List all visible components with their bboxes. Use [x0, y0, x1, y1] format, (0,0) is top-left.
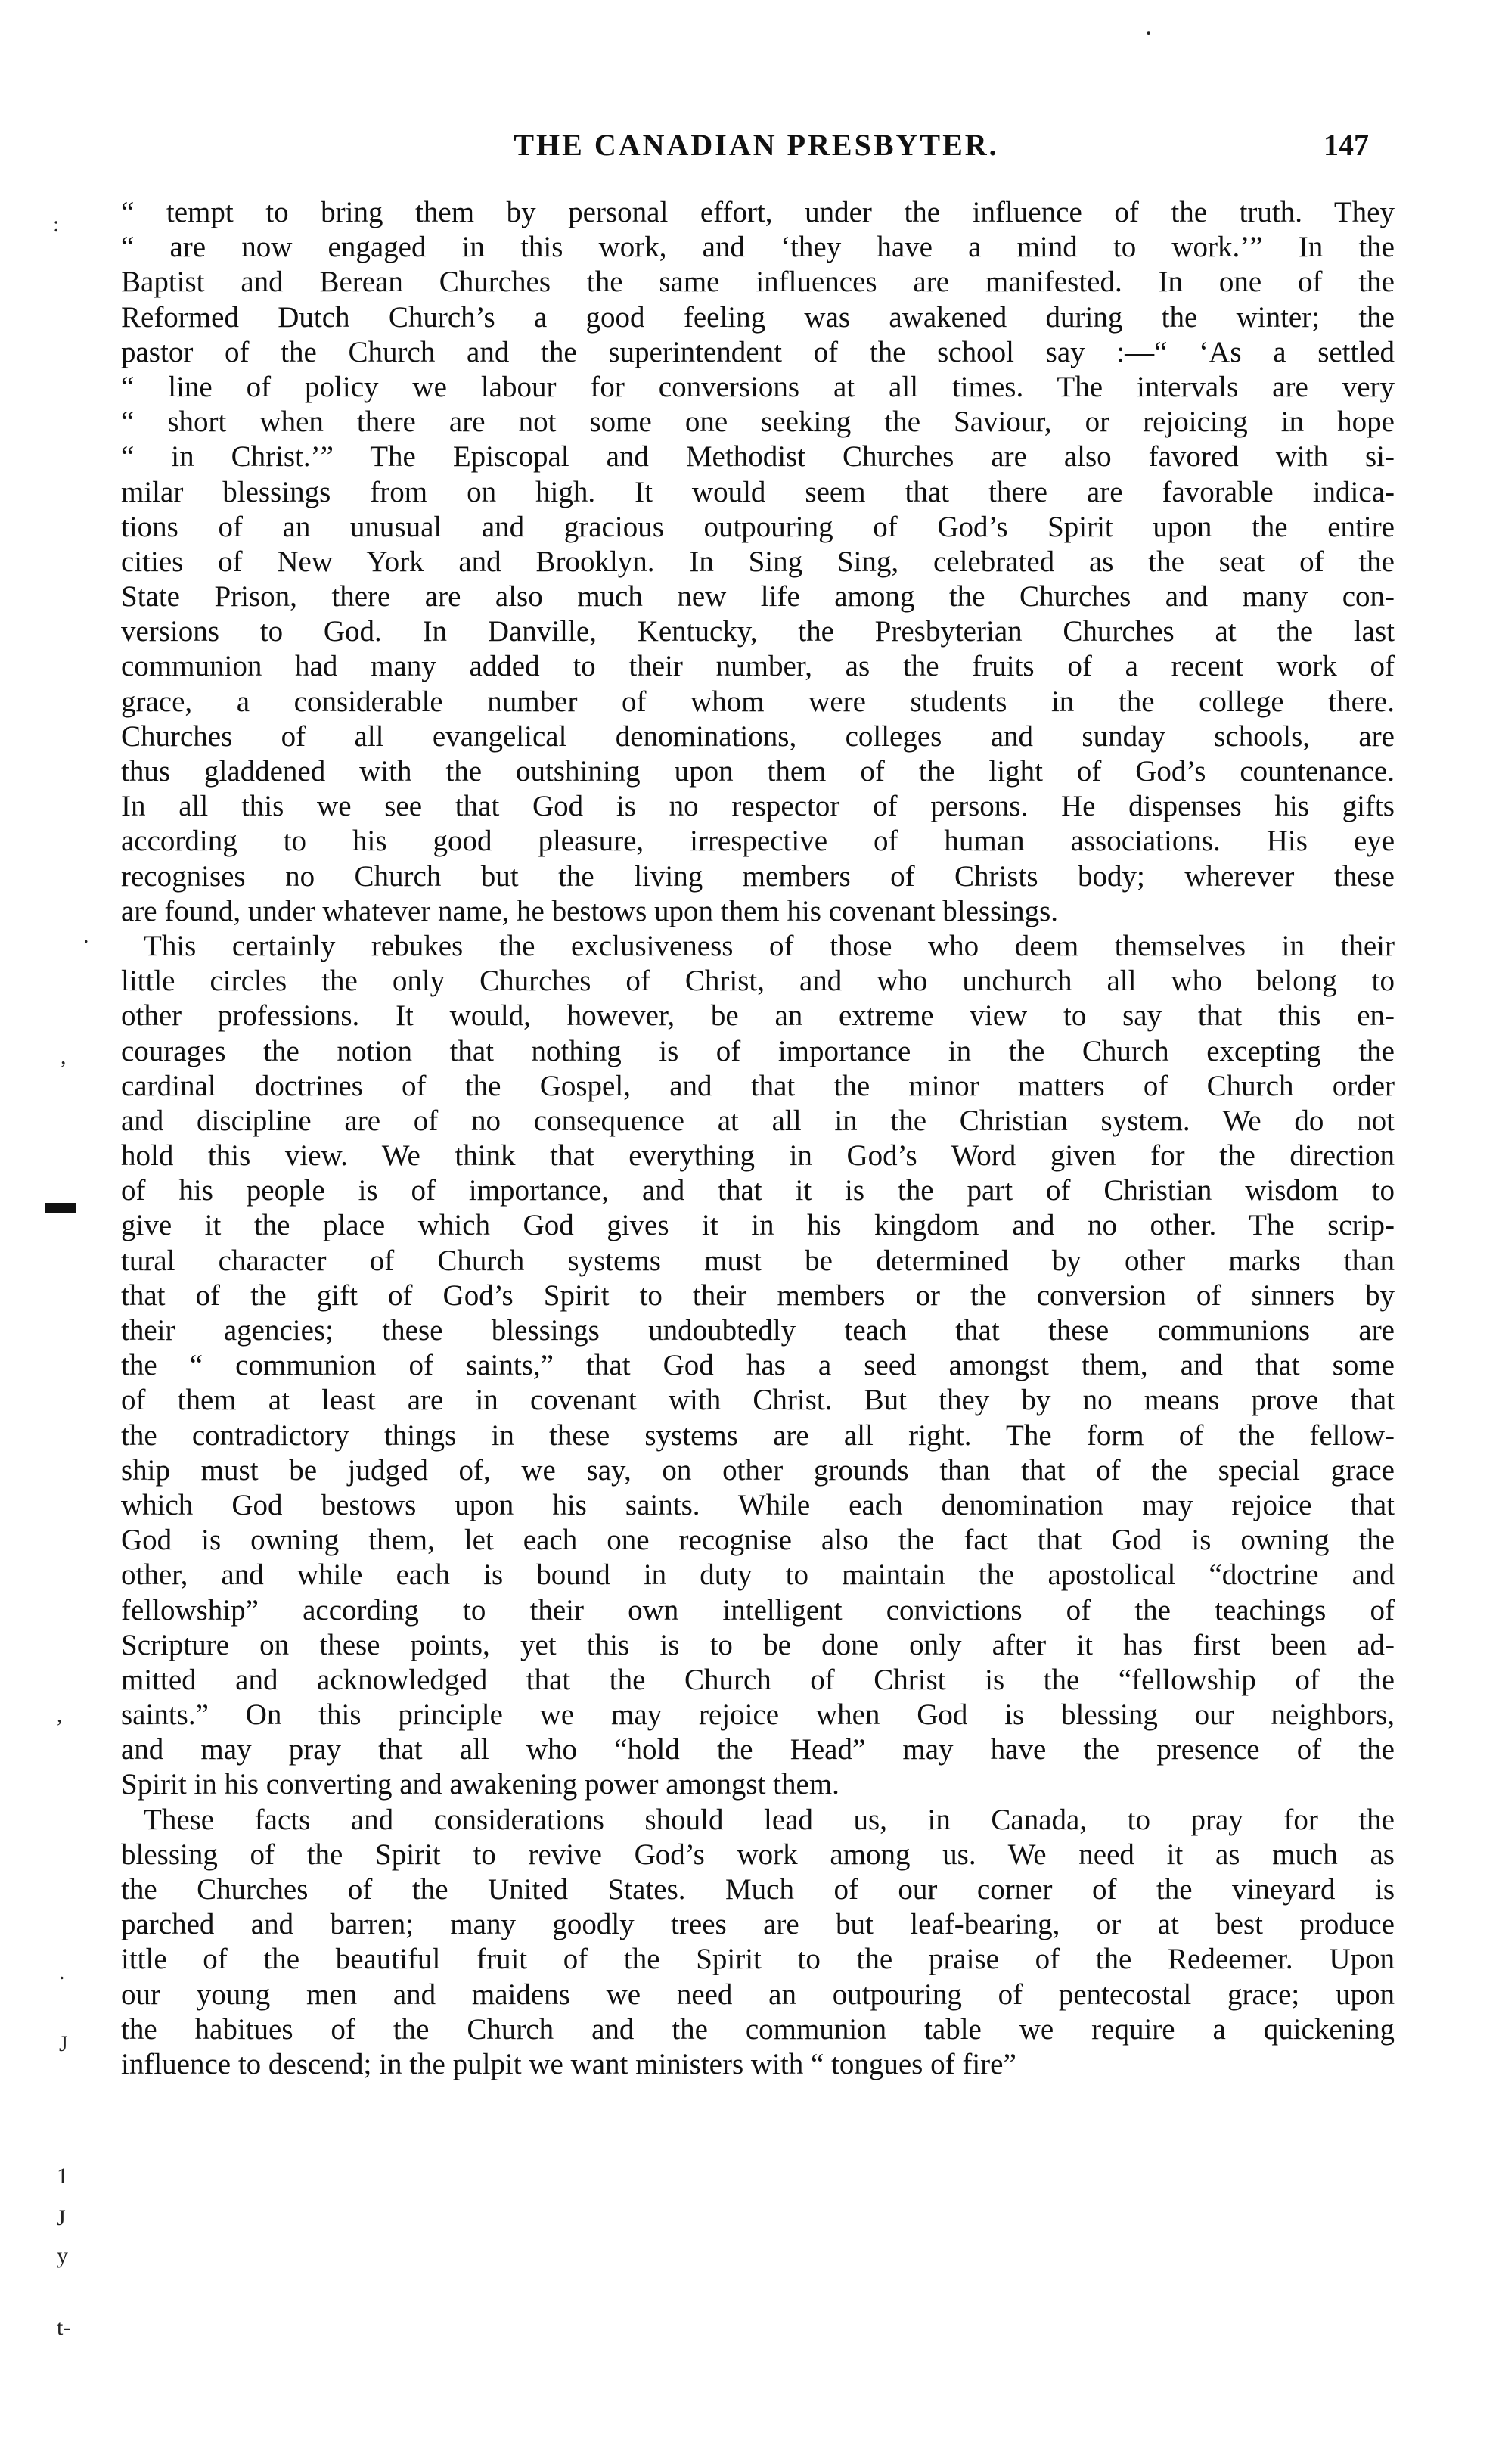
text-line: Baptist and Berean Churches the same influences are manifested. In one of the	[121, 266, 1395, 299]
text-line: “ short when there are not some one seeking the Saviour, or rejoicing in hope	[121, 405, 1395, 439]
text-line: courages the notion that nothing is of importance in the Church excepting the	[121, 1034, 1395, 1067]
margin-mark: ,	[61, 1044, 67, 1069]
body-text	[121, 195, 1395, 2082]
text-line: pastor of the Church and the superintendent of the school say :—“ ‘As a settled	[121, 335, 1395, 368]
text-line: versions to God. In Danville, Kentucky, the Presbyterian Churches at the last	[121, 615, 1395, 648]
text-line: “ are now engaged in this work, and ‘they have a mind to work.’” In the	[121, 231, 1395, 264]
text-line: of them at least are in covenant with Christ. But they by no means prove that	[121, 1384, 1395, 1417]
margin-mark: J	[57, 2205, 66, 2230]
text-line: blessing of the Spirit to revive God’s work among us. We need it as much as	[121, 1838, 1395, 1871]
margin-mark: J	[59, 2031, 68, 2056]
text-line: and discipline are of no consequence at all in the Christian system. We do not	[121, 1104, 1395, 1137]
text-line: recognises no Church but the living members of Christs body; wherever these	[121, 859, 1395, 893]
text-line: influence to descend; in the pulpit we want ministers with “ tongues of fire”	[121, 2047, 1016, 2080]
text-line: the “ communion of saints,” that God has a seed amongst them, and that some	[121, 1349, 1395, 1382]
text-line: State Prison, there are also much new life among the Churches and many con-	[121, 580, 1395, 614]
text-line: ittle of the beautiful fruit of the Spirit to the praise of the Redeemer. Upon	[121, 1943, 1395, 1976]
text-line: of his people is of importance, and that it is the part of Christian wisdom to	[121, 1174, 1395, 1207]
text-line: thus gladdened with the outshining upon them of the light of God’s countenance.	[121, 755, 1395, 788]
text-line: tions of an unusual and gracious outpouring of God’s Spirit upon the entire	[121, 510, 1395, 543]
text-line: “ line of policy we labour for conversions at all times. The intervals are very	[121, 370, 1395, 403]
paragraph-start-line: These facts and considerations should lead us, in Canada, to pray for the	[144, 1803, 1395, 1836]
text-line: their agencies; these blessings undoubtedly teach that these communions are	[121, 1314, 1395, 1347]
text-line: Scripture on these points, yet this is to be done only after it has first been ad-	[121, 1628, 1395, 1661]
text-line: mitted and acknowledged that the Church of Christ is the “fellowship of the	[121, 1663, 1395, 1696]
text-line: cardinal doctrines of the Gospel, and that the minor matters of Church order	[121, 1069, 1395, 1102]
margin-mark: 1	[57, 2164, 68, 2189]
margin-mark: ,	[57, 1702, 63, 1727]
text-line: the contradictory things in these systems are all right. The form of the fellow-	[121, 1418, 1395, 1452]
margin-mark: y	[57, 2243, 68, 2268]
text-line: hold this view. We think that everything in God’s Word given for the direction	[121, 1139, 1395, 1173]
text-line: cities of New York and Brooklyn. In Sing Sing, celebrated as the seat of the	[121, 545, 1395, 578]
text-line: other, and while each is bound in duty to maintain the apostolical “doctrine and	[121, 1558, 1395, 1592]
text-line: God is owning them, let each one recognise also the fact that God is owning the	[121, 1524, 1395, 1557]
text-line: are found, under whatever name, he bestows upon them his covenant blessings.	[121, 894, 1059, 927]
top-right-dot: ·	[1144, 16, 1154, 50]
text-line: parched and barren; many goodly trees are but leaf-bearing, or at best produce	[121, 1908, 1395, 1941]
text-line: saints.” On this principle we may rejoice when God is blessing our neighbors,	[121, 1698, 1395, 1732]
text-line: “ in Christ.’” The Episcopal and Methodist Churches are also favored with si-	[121, 440, 1395, 474]
text-line: according to his good pleasure, irrespective of human associations. His eye	[121, 825, 1395, 858]
text-line: give it the place which God gives it in his kingdom and no other. The scrip-	[121, 1209, 1395, 1242]
text-line: the Churches of the United States. Much of our corner of the vineyard is	[121, 1873, 1395, 1906]
text-line: In all this we see that God is no respector of persons. He dispenses his gifts	[121, 790, 1395, 823]
text-line: fellowship” according to their own intelligent convictions of the teachings of	[121, 1593, 1395, 1627]
margin-mark: t-	[57, 2315, 71, 2340]
paragraph-start-line: This certainly rebukes the exclusiveness of those who deem themselves in their	[144, 929, 1395, 962]
text-line: grace, a considerable number of whom were students in the college there.	[121, 685, 1395, 718]
text-line: “ tempt to bring them by personal effort, under the influence of the truth. They	[121, 196, 1395, 228]
text-line: Churches of all evangelical denominations, colleges and sunday schools, are	[121, 719, 1395, 753]
margin-bar-mark	[45, 1203, 76, 1213]
text-line: communion had many added to their number, as the fruits of a recent work of	[121, 650, 1395, 683]
text-line: our young men and maidens we need an outpouring of pentecostal grace; upon	[121, 1978, 1395, 2011]
text-line: and may pray that all who “hold the Head” may have the presence of the	[121, 1733, 1395, 1766]
text-line: little circles the only Churches of Christ, and who unchurch all who belong to	[121, 965, 1395, 998]
page-header	[113, 127, 1399, 172]
text-line: Reformed Dutch Church’s a good feeling was awakened during the winter; the	[121, 300, 1395, 334]
text-line: Spirit in his converting and awakening power amongst them.	[121, 1768, 839, 1801]
text-line: other professions. It would, however, be an extreme view to say that this en-	[121, 999, 1395, 1033]
text-line: which God bestows upon his saints. While each denomination may rejoice that	[121, 1488, 1395, 1521]
text-line: tural character of Church systems must be determined by other marks than	[121, 1244, 1395, 1277]
text-line: that of the gift of God’s Spirit to their members or the conversion of sinners by	[121, 1279, 1395, 1312]
page-number: 147	[1324, 128, 1369, 162]
margin-mark: .	[59, 1959, 65, 1984]
text-line: ship must be judged of, we say, on other grounds than that of the special grace	[121, 1453, 1395, 1487]
running-head: THE CANADIAN PRESBYTER.	[514, 128, 999, 162]
margin-mark: :	[53, 212, 60, 237]
text-line: milar blessings from on high. It would seem that there are favorable indica-	[121, 475, 1395, 508]
text-line: the habitues of the Church and the communion table we require a quickening	[121, 2012, 1395, 2046]
margin-mark: .	[83, 923, 89, 948]
